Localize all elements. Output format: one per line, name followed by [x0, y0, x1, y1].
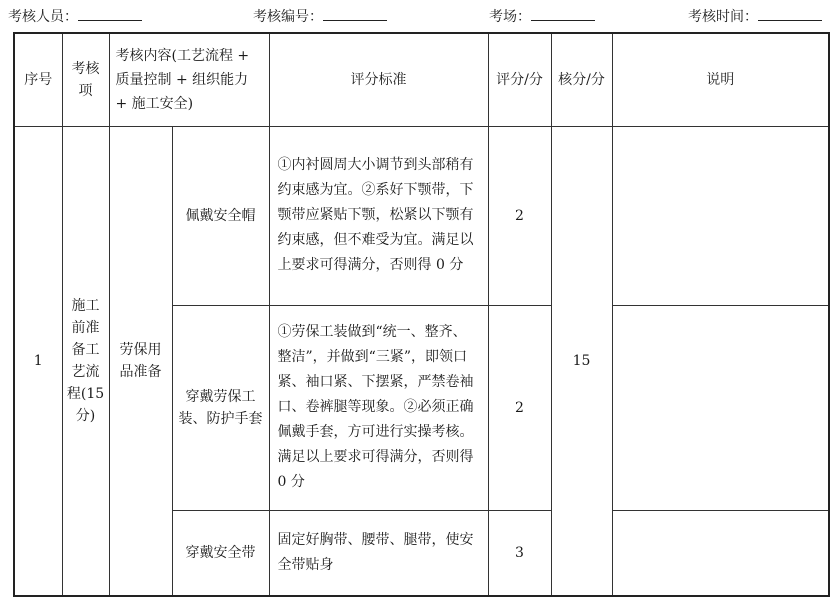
number-blank[interactable] [323, 6, 387, 21]
time-label: 考核时间： [688, 9, 758, 25]
time-blank[interactable] [758, 6, 822, 21]
col-criteria-header: 评分标准 [269, 33, 488, 126]
criteria-cell: ①内衬圆周大小调节到头部稍有约束感为宜。②系好下颚带，下颚带应紧贴下颚，松紧以下颚有约束感，但不难受为宜。满足以上要求可得满分，否则得 0 分 [269, 126, 488, 305]
col-note-header: 说明 [612, 33, 829, 126]
number-field [253, 6, 387, 26]
site-label: 考场： [489, 9, 531, 25]
examiner-blank[interactable] [78, 6, 142, 21]
time-field [688, 6, 822, 26]
examiner-field [8, 6, 142, 26]
score-cell: 2 [488, 126, 551, 305]
col-content-header: 考核内容(工艺流程 + 质量控制 + 组织能力 + 施工安全) [109, 33, 269, 126]
score-cell: 2 [488, 305, 551, 510]
table-row [14, 126, 829, 305]
col-item-header: 考核项 [62, 33, 109, 126]
col-score-header: 评分/分 [488, 33, 551, 126]
header-line [0, 4, 839, 28]
score-cell: 3 [488, 510, 551, 596]
item-cell: 施工前准备工艺流程(15分) [62, 126, 109, 596]
category-cell: 劳保用品准备 [109, 126, 172, 596]
seq-cell: 1 [14, 126, 62, 596]
note-cell[interactable] [612, 305, 829, 510]
criteria-cell: ①劳保工装做到“统一、整齐、整洁”，并做到“三紧”，即领口紧、袖口紧、下摆紧，严禁卷袖口、卷裤腿等现象。②必须正确佩戴手套，方可进行实操考核。满足以上要求可得满分，否则得 0 分 [269, 305, 488, 510]
col-seq-header: 序号 [14, 33, 62, 126]
header-row [14, 33, 829, 126]
assessment-table [13, 32, 830, 597]
examiner-label: 考核人员： [8, 9, 78, 25]
site-field [489, 6, 595, 26]
note-cell[interactable] [612, 126, 829, 305]
check-total-cell: 15 [551, 126, 612, 596]
criteria-cell: 固定好胸带、腰带、腿带，使安全带贴身 [269, 510, 488, 596]
note-cell[interactable] [612, 510, 829, 596]
site-blank[interactable] [531, 6, 595, 21]
task-cell: 穿戴安全带 [172, 510, 269, 596]
task-cell: 佩戴安全帽 [172, 126, 269, 305]
task-cell: 穿戴劳保工装、防护手套 [172, 305, 269, 510]
col-check-header: 核分/分 [551, 33, 612, 126]
number-label: 考核编号： [253, 9, 323, 25]
